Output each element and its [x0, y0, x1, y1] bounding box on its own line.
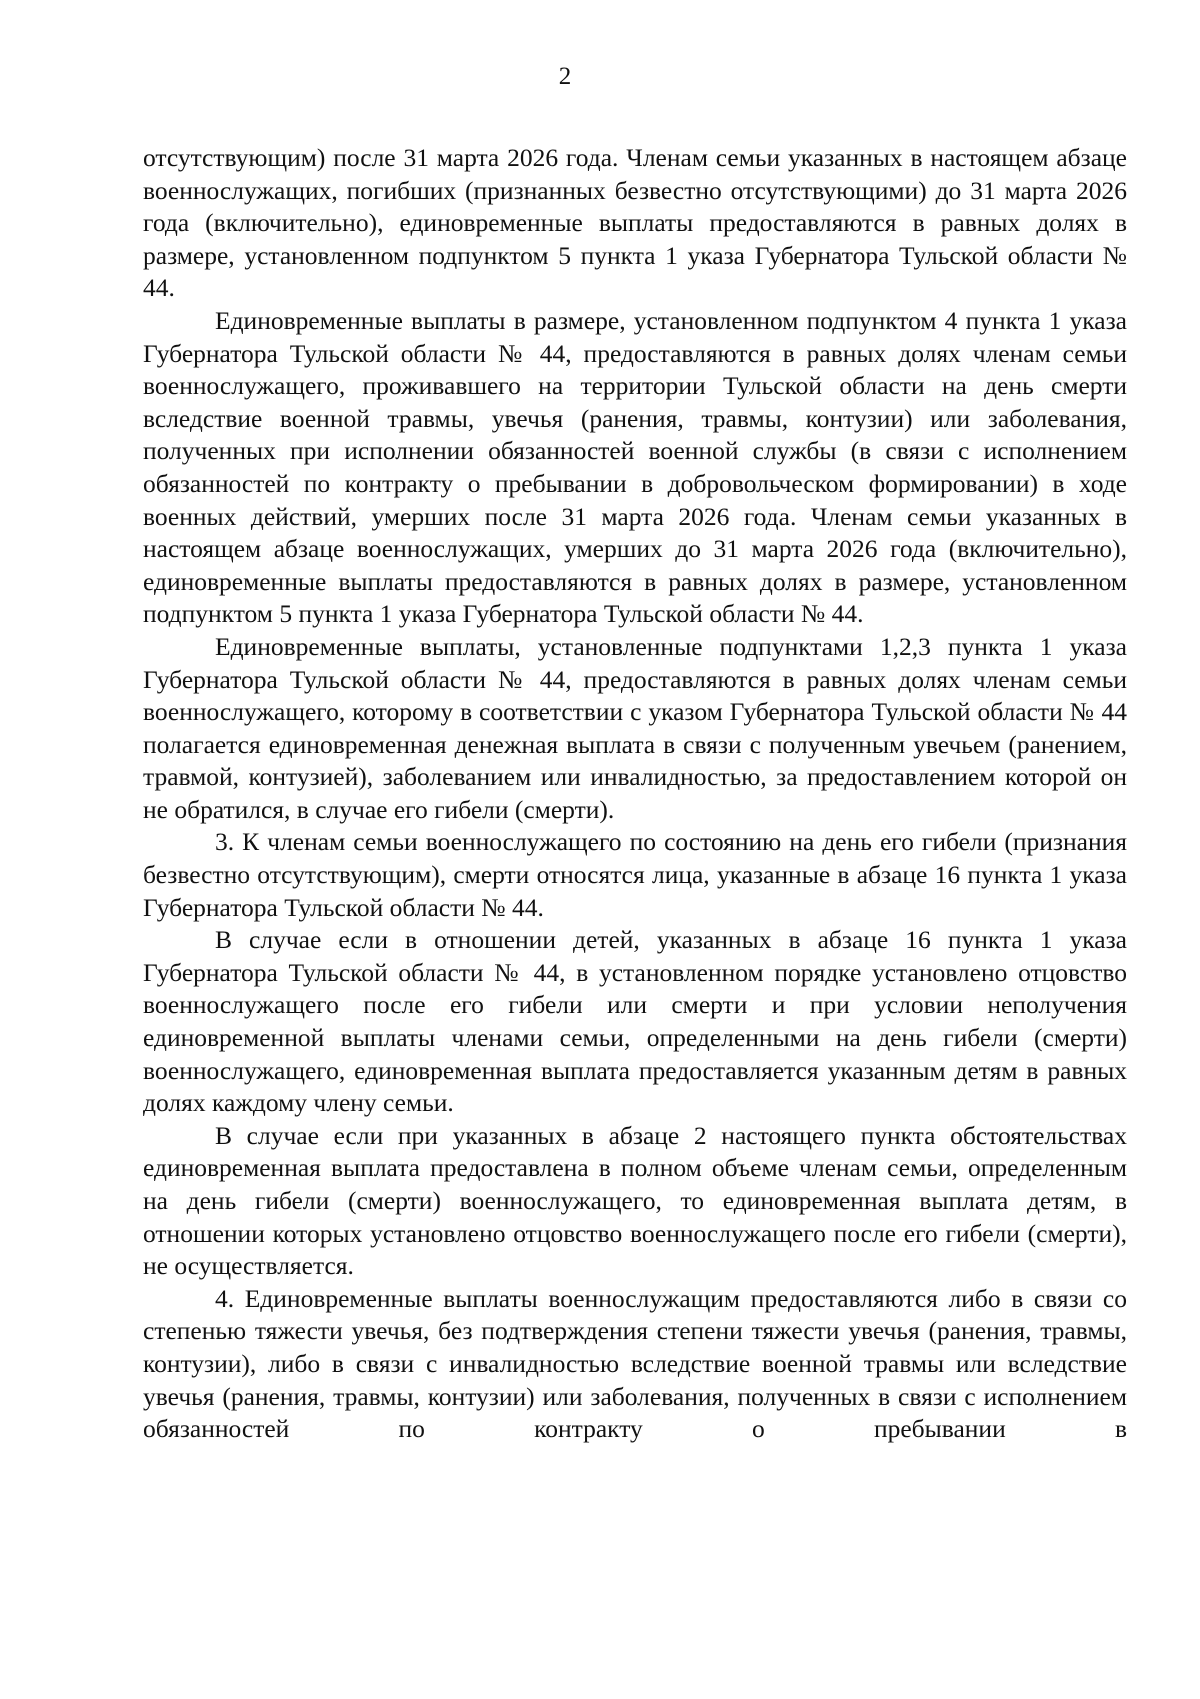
- paragraph-payments-subparagraphs-1-3: Единовременные выплаты, установленные подпунктами 1,2,3 пункта 1 указа Губернатора Тульской области № 44, предоставляются в равных долях членам семьи военнослужащего, которому в соответствии с указом Губернатора Тульской области № 44 полагается единовременная денежная выплата в связи с полученным увечьем (ранением, травмой, контузией), заболеванием или инвалидностью, за предоставлением которой он не обратился, в случае его гибели (смерти).: [143, 631, 1127, 824]
- paragraph-full-payment-case: В случае если при указанных в абзаце 2 настоящего пункта обстоятельствах единовременная выплата предоставлена в полном объеме членам семьи, определенным на день гибели (смерти) военнослужащего, то единовременная выплата детям, в отношении которых установлено отцовство военнослужащего после его гибели (смерти), не осуществляется.: [143, 1120, 1127, 1281]
- paragraph-children-paternity: В случае если в отношении детей, указанных в абзаце 16 пункта 1 указа Губернатора Тульской области № 44, в установленном порядке установлено отцовство военнослужащего после его гибели или смерти и при условии неполучения единовременной выплаты членами семьи, определенными на день гибели (смерти) военнослужащего, единовременная выплата предоставляется указанным детям в равных долях каждому члену семьи.: [143, 925, 1127, 1118]
- page-number: 2: [558, 63, 572, 90]
- document-body: [143, 142, 1127, 1446]
- paragraph-item-3: 3. К членам семьи военнослужащего по состоянию на день его гибели (признания безвестно отсутствующим), смерти относятся лица, указанные в абзаце 16 пункта 1 указа Губернатора Тульской области № 44.: [143, 827, 1127, 922]
- paragraph-item-4: 4. Единовременные выплаты военнослужащим предоставляются либо в связи со степенью тяжести увечья, без подтверждения степени тяжести увечья (ранения, травмы, контузии), либо в связи с инвалидностью вследствие военной травмы или вследствие увечья (ранения, травмы, контузии) или заболевания, полученных в связи с исполнением обязанностей по контракту о пребывании в: [143, 1283, 1127, 1444]
- paragraph-continuation: отсутствующим) после 31 марта 2026 года. Членам семьи указанных в настоящем абзаце военнослужащих, погибших (признанных безвестно отсутствующими) до 31 марта 2026 года (включительно), единовременные выплаты предоставляются в равных долях в размере, установленном подпунктом 5 пункта 1 указа Губернатора Тульской области № 44.: [143, 143, 1127, 303]
- paragraph-payments-subparagraph-4: Единовременные выплаты в размере, установленном подпунктом 4 пункта 1 указа Губернатора Тульской области № 44, предоставляются в равных долях членам семьи военнослужащего, проживавшего на территории Тульской области на день смерти вследствие военной травмы, увечья (ранения, травмы, контузии) или заболевания, полученных при исполнении обязанностей военной службы (в связи с исполнением обязанностей по контракту о пребывании в добровольческом формировании) в ходе военных действий, умерших после 31 марта 2026 года. Членам семьи указанных в настоящем абзаце военнослужащих, умерших до 31 марта 2026 года (включительно), единовременные выплаты предоставляются в равных долях в размере, установленном подпунктом 5 пункта 1 указа Губернатора Тульской области № 44.: [143, 305, 1127, 629]
